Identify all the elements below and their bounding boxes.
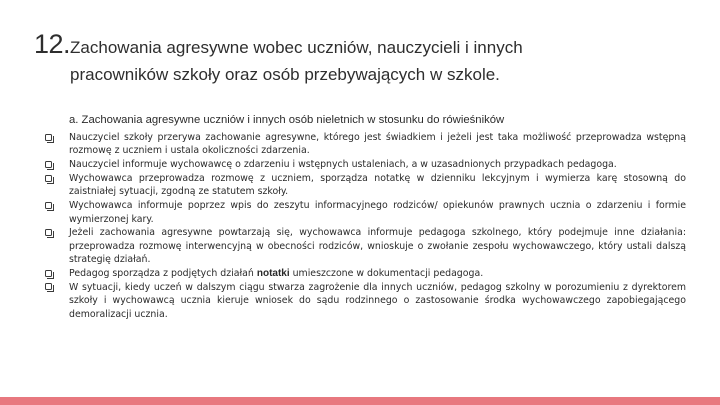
bullet-item [45, 199, 686, 226]
bullet-text-bold: notatki [256, 268, 290, 280]
footer-accent-bar [0, 397, 720, 405]
bullet-text: Nauczyciel informuje wychowawcę o zdarzeniu i wstępnych ustaleniach, a w uzasadnionych przypadkach pedagoga. [69, 159, 617, 171]
bullet-item [45, 172, 686, 199]
square-bullet-icon [45, 161, 52, 168]
square-bullet-icon [45, 270, 52, 277]
bullet-text: Nauczyciel szkoły przerywa zachowanie agresywne, którego jest świadkiem i jeżeli jest taka możliwość przeprowadza wstępną rozmowę z uczniem i ustala okoliczności zdarzenia. [69, 132, 686, 157]
bullet-item [45, 131, 686, 158]
bullet-item [45, 158, 686, 171]
bullet-text-after: umieszczone w dokumentacji pedagoga. [289, 268, 484, 280]
title-number: 12. [34, 29, 71, 59]
square-bullet-icon [45, 229, 52, 236]
square-bullet-icon [45, 202, 52, 209]
square-bullet-icon [45, 175, 52, 182]
bullet-list [45, 131, 686, 321]
title-line-1: Zachowania agresywne wobec uczniów, nauczycieli i innych [70, 38, 523, 57]
title-line-2: pracowników szkoły oraz osób przebywających w szkole. [70, 65, 500, 84]
subheading: a. Zachowania agresywne uczniów i innych osób nieletnich w stosunku do rówieśników [69, 114, 505, 126]
bullet-text: Jeżeli zachowania agresywne powtarzają się, wychowawca informuje pedagoga szkolnego, który podejmuje inne działania: przeprowadza rozmowę interwencyjną w obecności rodziców, wnioskuje o zwołanie zespołu wychowawczego, który ustali dalszą strategię działań. [69, 227, 686, 266]
bullet-text: W sytuacji, kiedy uczeń w dalszym ciągu stwarza zagrożenie dla innych uczniów, pedagog szkolny w porozumieniu z dyrektorem szkoły i wychowawcą ucznia kieruje wniosek do sądu rodzinnego o zastosowanie środka wychowawczego zapobiegającego demoralizacji ucznia. [69, 281, 686, 320]
bullet-item [45, 281, 686, 321]
bullet-item [45, 226, 686, 266]
bullet-text: Wychowawca przeprowadza rozmowę z uczniem, sporządza notatkę w dzienniku lekcyjnym i wymierza karę stosowną do zaistniałej sytuacji, zgodną ze statutem szkoły. [69, 173, 686, 198]
bullet-text: Wychowawca informuje poprzez wpis do zeszytu informacyjnego rodziców/ opiekunów prawnych ucznia o zdarzeniu i formie wymierzonej kary. [69, 200, 686, 225]
square-bullet-icon [45, 283, 52, 290]
slide-title [34, 31, 694, 88]
bullet-item [45, 267, 686, 280]
bullet-text-before: Pedagog sporządza z podjętych działań [69, 268, 257, 280]
square-bullet-icon [45, 134, 52, 141]
